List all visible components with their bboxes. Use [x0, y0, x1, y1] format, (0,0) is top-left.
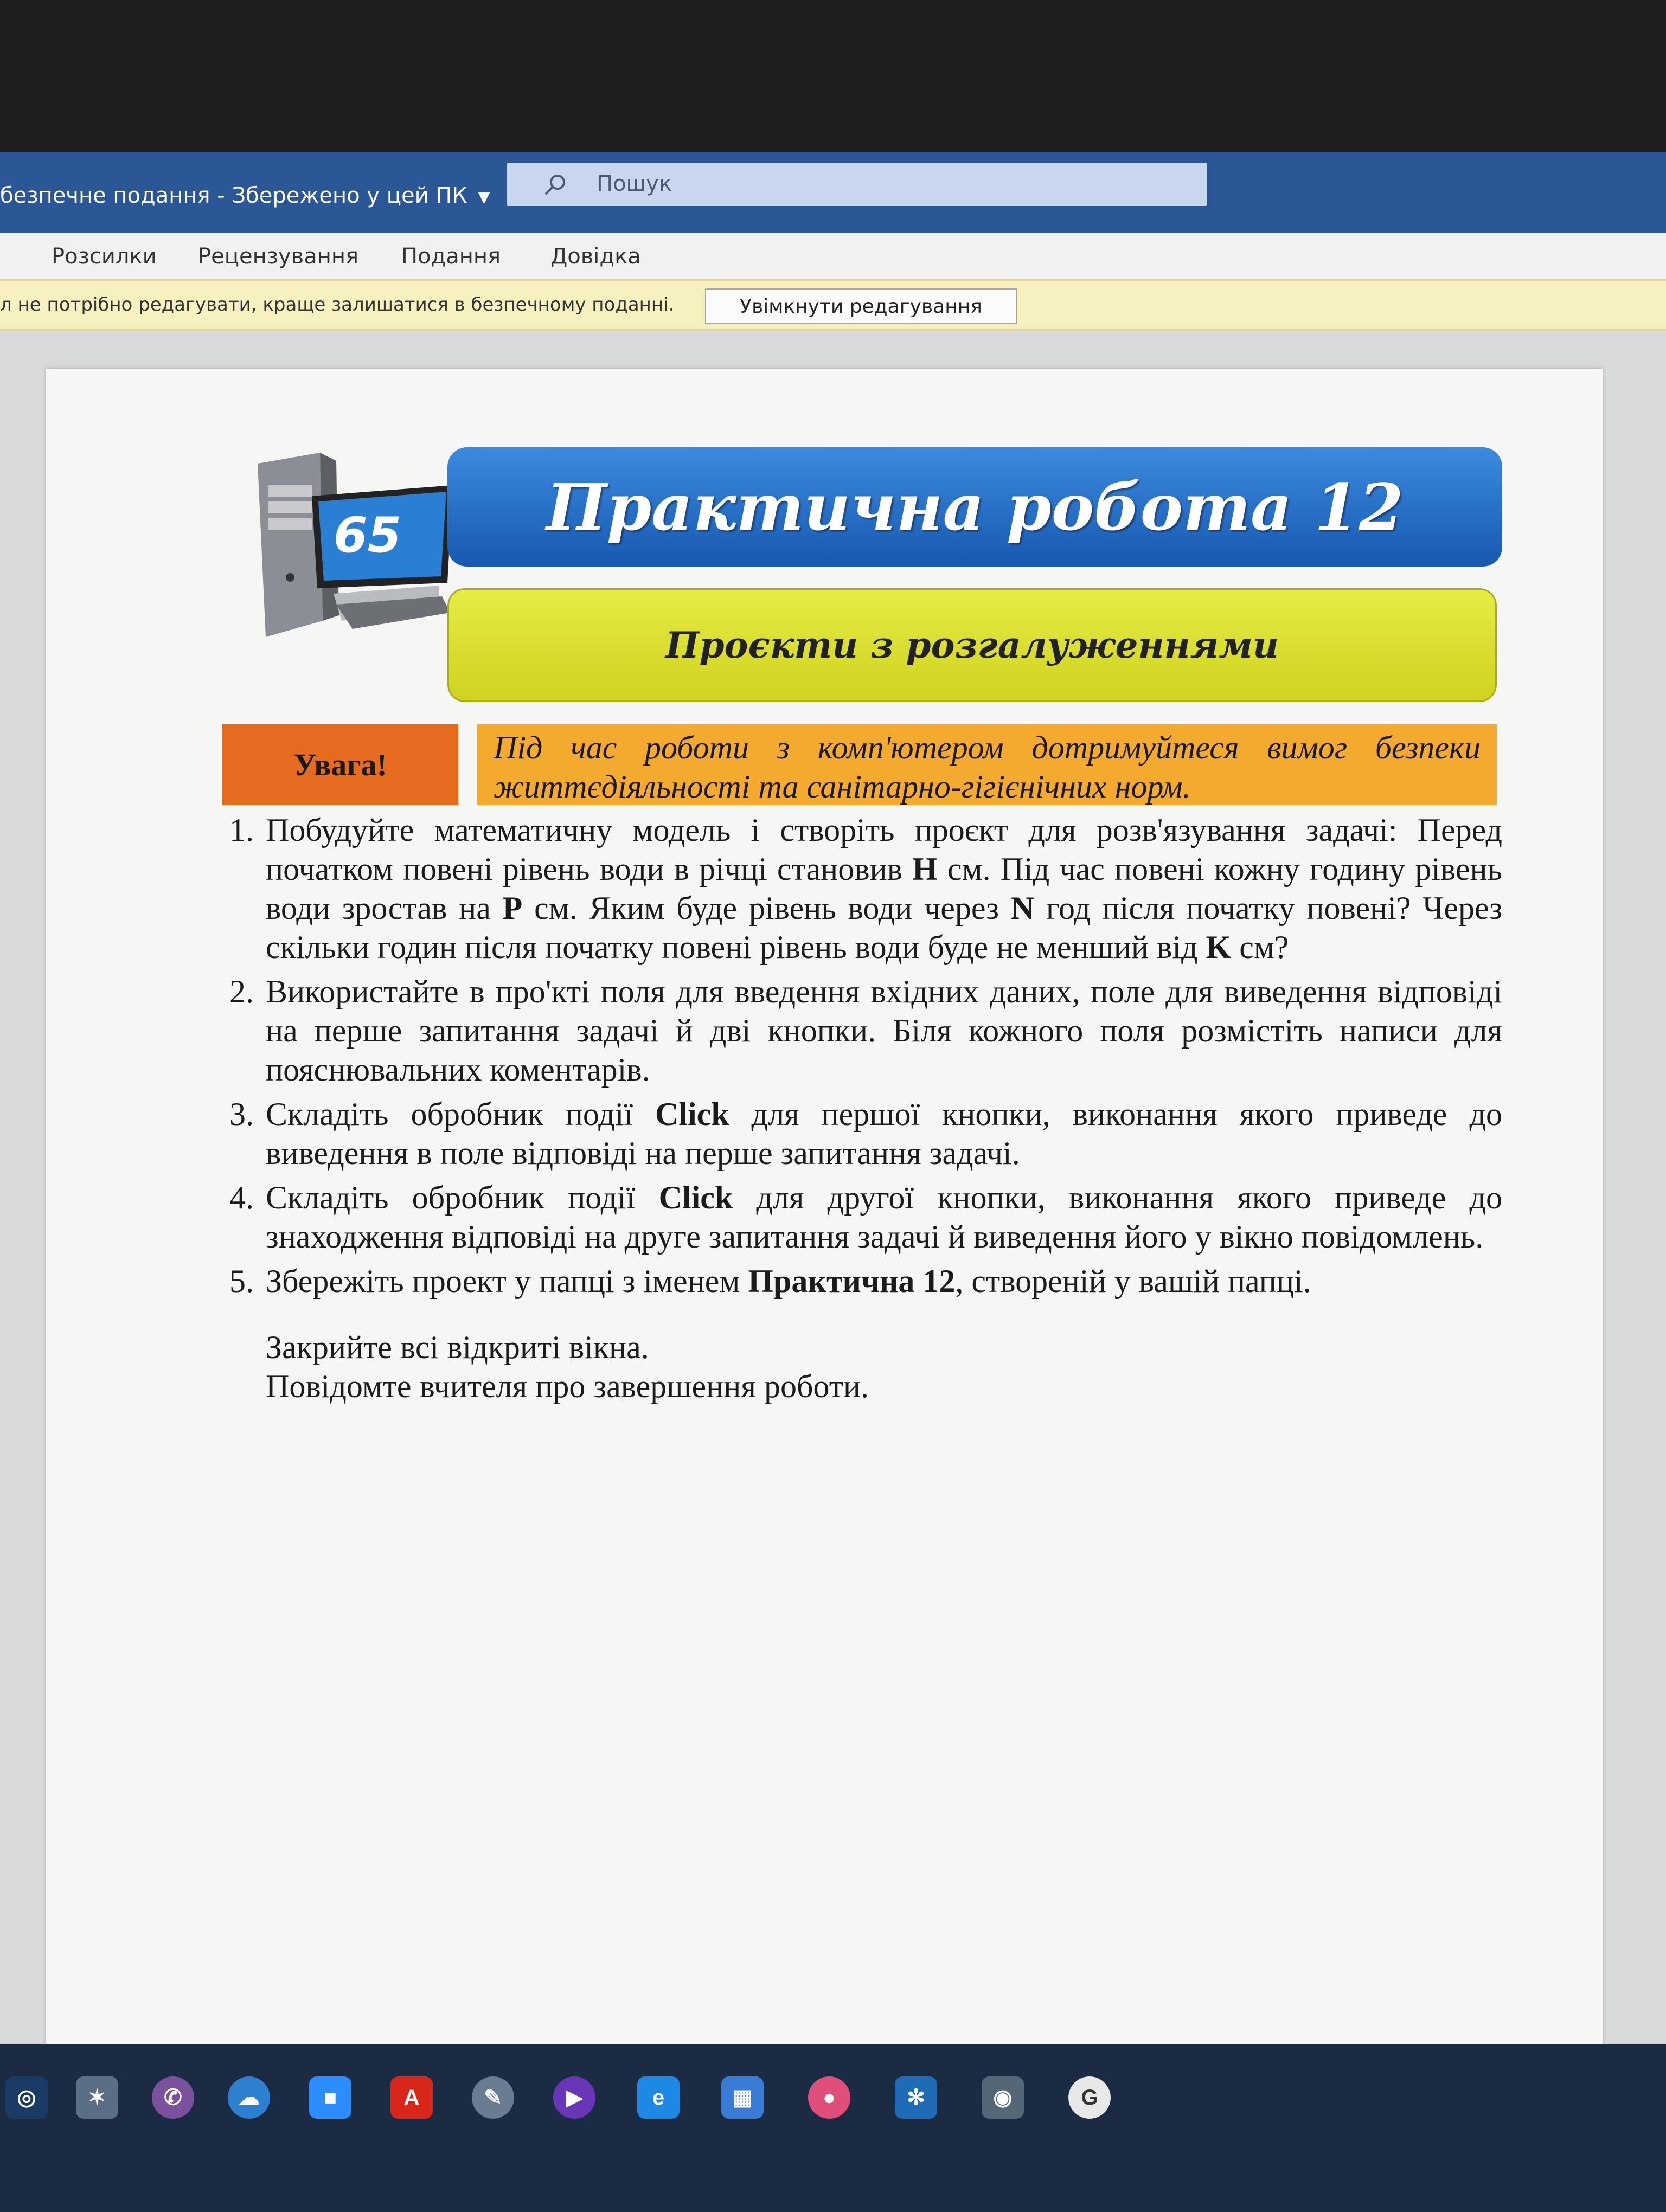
- warning-text: Під час роботи з комп'ютером дотримуйтеся вимог безпеки життєдіяльності та санітарно-гігієнічних норм.: [477, 724, 1497, 805]
- task-number: 2.: [229, 974, 254, 1009]
- title-banner: [447, 447, 1502, 567]
- steam-icon[interactable]: ◎: [5, 2076, 48, 2119]
- ribbon-tabs: [0, 233, 1666, 282]
- protected-view-message: л не потрібно редагувати, краще залишатися в безпечному поданні.: [0, 294, 675, 316]
- tab-mailings[interactable]: Розсилки: [52, 244, 157, 269]
- closing-instruction-1: Закрийте всі відкриті вікна.: [266, 1329, 649, 1365]
- task-number: 4.: [229, 1180, 254, 1216]
- task-number: 3.: [229, 1096, 254, 1132]
- subtitle-banner: [447, 588, 1497, 702]
- tab-view[interactable]: Подання: [401, 244, 501, 269]
- acrobat-icon[interactable]: A: [390, 2076, 433, 2119]
- edge-icon[interactable]: e: [637, 2076, 680, 2119]
- enable-editing-button[interactable]: Увімкнути редагування: [705, 288, 1017, 324]
- title-bar: [0, 152, 1666, 239]
- search-input[interactable]: [507, 163, 1207, 206]
- task-text: Складіть обробник події Click для другої кнопки, виконання якого приведе до знаходження відповіді на друге запитання задачі й виведення його у вікно повідомлень.: [266, 1180, 1502, 1255]
- zoom-icon[interactable]: ■: [309, 2076, 351, 2119]
- cloud-icon[interactable]: ☁: [228, 2076, 270, 2119]
- camera-icon[interactable]: ◉: [982, 2076, 1024, 2119]
- page-subtitle: Проєкти з розгалуженнями: [665, 624, 1279, 666]
- protected-view-bar: [0, 279, 1666, 331]
- task-text: Побудуйте математичну модель і створіть проєкт для розв'язування задачі: Перед початком повені рівень води в річці становив H см. Під час повені кожну годину рівень води зростав на P см. Яким буде рівень води через N год після початку повені? Через скільки годин після початку повені рівень води буде не менший від K см?: [266, 812, 1503, 965]
- page-title: Практична робота 12: [546, 469, 1404, 545]
- list-item: [222, 1095, 1502, 1173]
- tab-review[interactable]: Рецензування: [198, 244, 359, 269]
- search-placeholder: Пошук: [597, 171, 672, 196]
- app-icon[interactable]: ✶: [76, 2076, 118, 2119]
- tab-help[interactable]: Довідка: [550, 244, 641, 269]
- list-item: [222, 811, 1502, 967]
- snowflake-icon[interactable]: ✻: [895, 2076, 937, 2119]
- practice-number-badge: 65: [334, 507, 402, 564]
- chrome-icon[interactable]: G: [1068, 2076, 1111, 2119]
- chevron-down-icon[interactable]: ▼: [478, 188, 490, 206]
- task-number: 1.: [229, 812, 254, 848]
- closing-instruction-2: Повідомте вчителя про завершення роботи.: [266, 1368, 869, 1404]
- task-text: Складіть обробник події Click для першої кнопки, виконання якого приведе до виведення в поле відповіді на перше запитання задачі.: [266, 1096, 1502, 1171]
- media-icon[interactable]: ▶: [553, 2076, 595, 2119]
- document-status-label: безпечне подання - Збережено у цей ПК: [0, 183, 467, 208]
- document-status[interactable]: [0, 183, 490, 208]
- task-list: [222, 811, 1502, 1406]
- viber-icon[interactable]: ✆: [152, 2076, 194, 2119]
- paint-icon[interactable]: ✎: [472, 2076, 514, 2119]
- search-icon: [542, 171, 568, 197]
- warning-label: Увага!: [222, 724, 458, 805]
- taskbar: [0, 2044, 1666, 2212]
- task-text: Використайте в про'кті поля для введення вхідних даних, поле для виведення відповіді на перше запитання задачі й дві кнопки. Біля кожного поля розмістіть написи для пояснювальних коментарів.: [266, 974, 1502, 1088]
- list-item: [222, 972, 1502, 1089]
- task-text: Збережіть проект у папці з іменем Практична 12, створеній у вашій папці.: [266, 1263, 1311, 1299]
- document-area: [0, 331, 1666, 2066]
- document-page[interactable]: [46, 369, 1603, 2066]
- drop-icon[interactable]: ●: [808, 2076, 850, 2119]
- calculator-icon[interactable]: ▦: [721, 2076, 764, 2119]
- list-item: [222, 1178, 1502, 1256]
- list-item: [222, 1262, 1502, 1301]
- task-number: 5.: [229, 1263, 254, 1299]
